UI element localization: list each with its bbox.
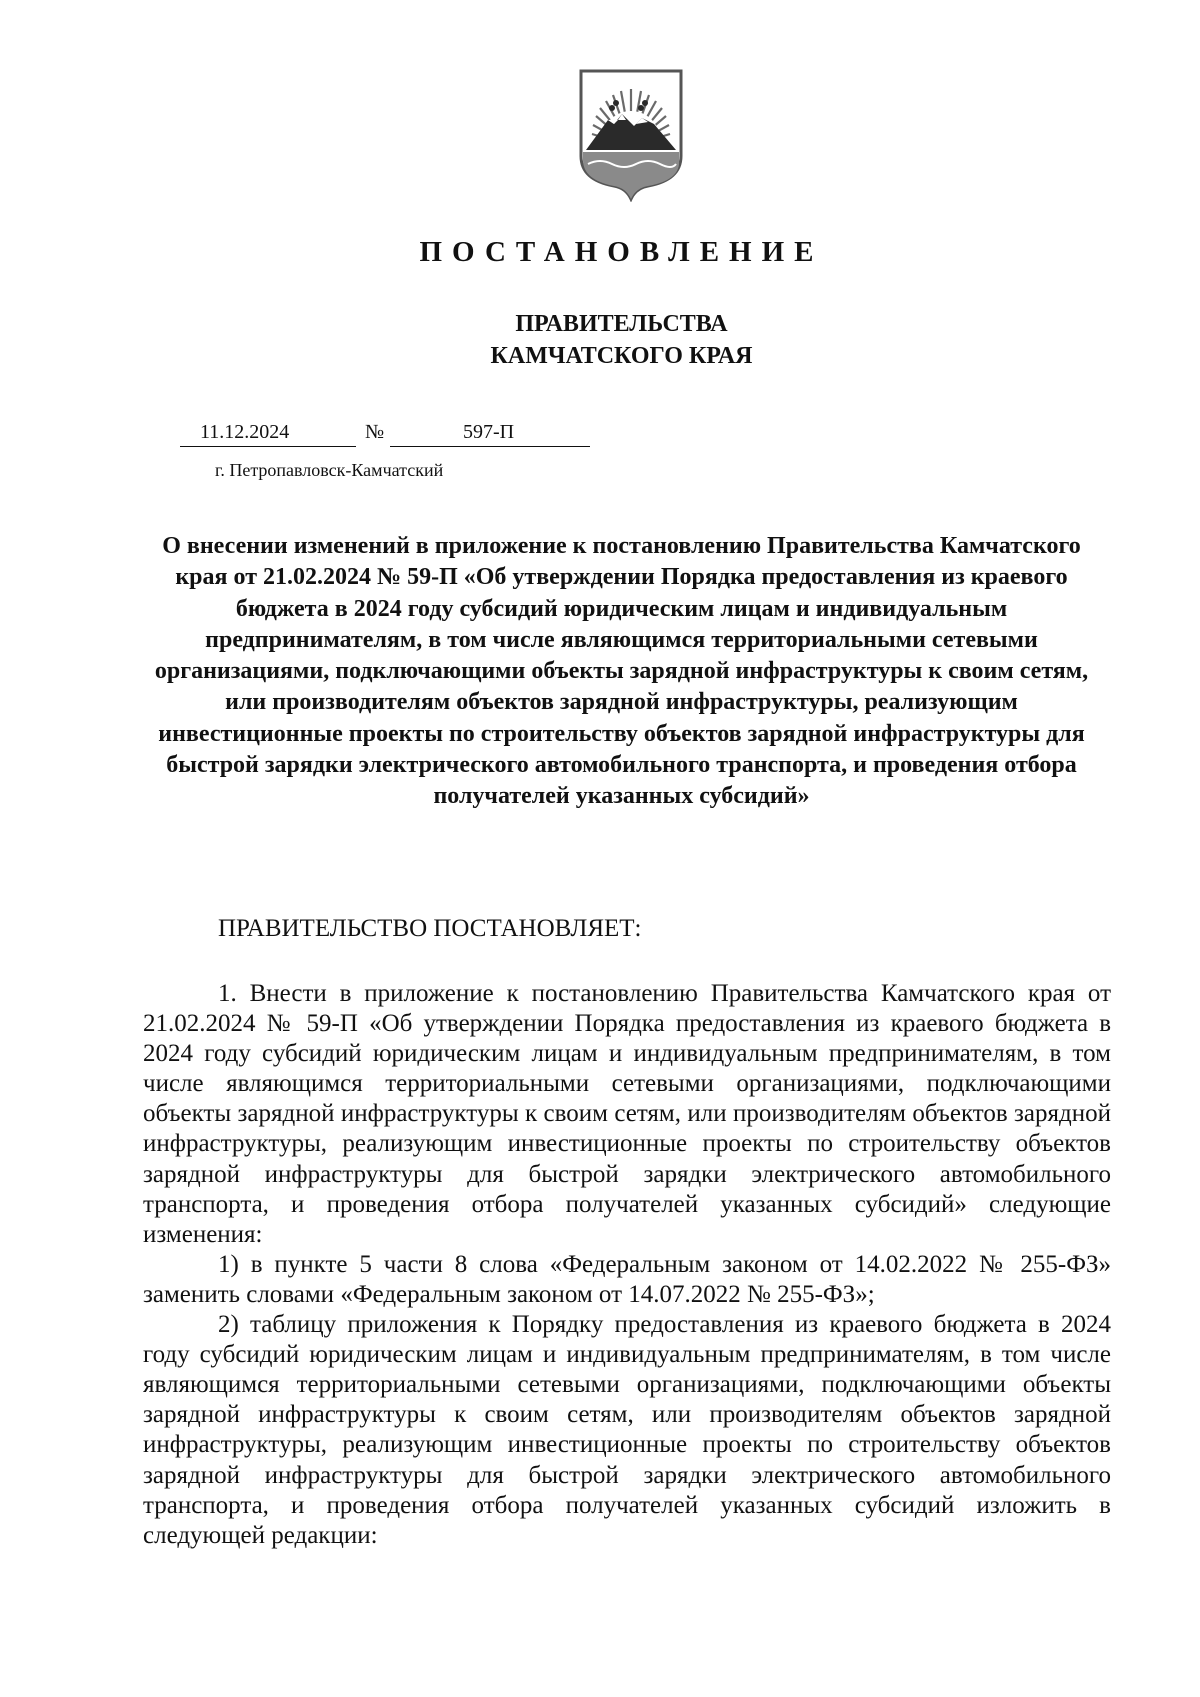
issuing-authority (0, 308, 1200, 372)
number-underline (390, 446, 590, 447)
registration-row (180, 420, 590, 450)
document-body (143, 979, 1111, 1551)
document-type-title: ПОСТАНОВЛЕНИЕ (419, 236, 824, 268)
paragraph-1-item-1: 1) в пункте 5 части 8 слова «Федеральным законом от 14.02.2022 № 255-ФЗ» заменить словами «Федеральным законом от 14.07.2022 № 255-ФЗ»; (143, 1250, 1111, 1308)
paragraph-1-item-2: 2) таблицу приложения к Порядку предоставления из краевого бюджета в 2024 году субсидий юридическим лицам и индивидуальным предпринимателям, в том числе являющимся территориальными сетевыми организациями, подключающими объекты зарядной инфраструктуры к своим сетям, или производителям объектов зарядной инфраструктуры, реализующим инвестиционные проекты по строительству объектов зарядной инфраструктуры для быстрой зарядки электрического автомобильного транспорта, и проведения отбора получателей указанных субсидий изложить в следующей редакции: (143, 1311, 1111, 1549)
number-sign: № (365, 421, 385, 443)
document-date: 11.12.2024 (200, 421, 290, 443)
kamchatka-coat-of-arms-icon (578, 68, 684, 202)
resolves-heading: ПРАВИТЕЛЬСТВО ПОСТАНОВЛЯЕТ: (218, 915, 642, 942)
authority-line-2: КАМЧАТСКОГО КРАЯ (490, 343, 753, 369)
city-of-issue: г. Петропавловск-Камчатский (215, 460, 444, 480)
document-number: 597-П (463, 421, 515, 443)
document-subject: О внесении изменений в приложение к постановлению Правительства Камчатского края от 21.02.2024 № 59-П «Об утверждении Порядка предоставления из краевого бюджета в 2024 году субсидий юридическим лицам и индивидуальным предпринимателям, в том числе являющимся территориальными сетевыми организациями, подключающими объекты зарядной инфраструктуры к своим сетям, или производителям объектов зарядной инфраструктуры, реализующим инвестиционные проекты по строительству объектов зарядной инфраструктуры для быстрой зарядки электрического автомобильного транспорта, и проведения отбора получателей указанных субсидий» (154, 533, 1089, 810)
paragraph-1: 1. Внести в приложение к постановлению Правительства Камчатского края от 21.02.2024 № 59-П «Об утверждении Порядка предоставления из краевого бюджета в 2024 году субсидий юридическим лицам и индивидуальным предпринимателям, в том числе являющимся территориальными сетевыми организациями, подключающими объекты зарядной инфраструктуры к своим сетям, или производителям объектов зарядной инфраструктуры, реализующим инвестиционные проекты по строительству объектов зарядной инфраструктуры для быстрой зарядки электрического автомобильного транспорта, и проведения отбора получателей указанных субсидий» следующие изменения: (143, 980, 1111, 1248)
authority-line-1: ПРАВИТЕЛЬСТВА (515, 311, 728, 337)
date-underline (180, 446, 356, 447)
